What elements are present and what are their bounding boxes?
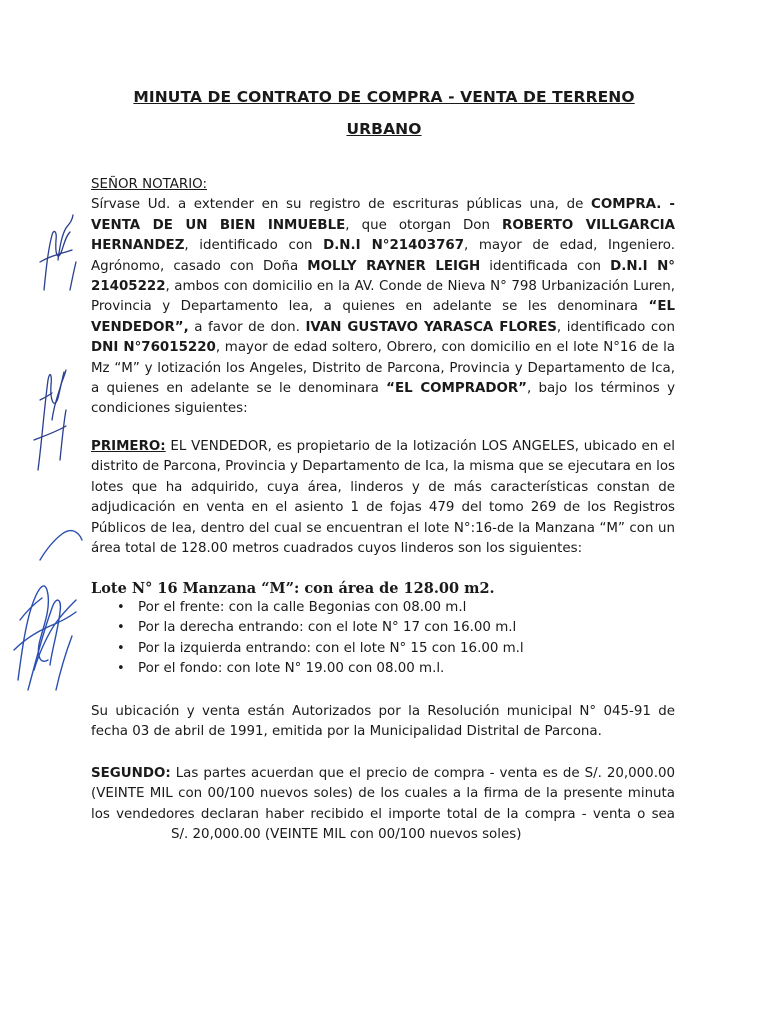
margin-signatures xyxy=(0,0,95,720)
list-item: • Por la izquierda entrando: con el lote N° 15 con 16.00 m.l xyxy=(113,639,524,659)
signature-1 xyxy=(40,215,76,290)
primero-label: PRIMERO: xyxy=(91,439,166,454)
bullet-icon: • xyxy=(117,620,125,636)
primero-paragraph: PRIMERO: EL VENDEDOR, es propietario de la lotización LOS ANGELES, ubicado en el distrito de Parcona, Provincia y Departamento de Ica, la misma que se ejecutara en los lotes que ha adquirido, cuya área, linderos y de más características constan de adjudicación en venta en el asiento 1 de fojas 479 del tomo 269 de los Registros Públicos de lea, dentro del cual se encuentran el lote N°:16-de la Manzana “M” con un área total de 128.00 metros cuadrados cuyos linderos son los siguientes: xyxy=(91,439,675,557)
bullet-icon: • xyxy=(117,661,125,677)
signature-3 xyxy=(14,531,82,690)
list-item: • Por el frente: con la calle Begonias con 08.00 m.l xyxy=(113,598,524,618)
signature-2 xyxy=(34,370,66,470)
bullet-icon: • xyxy=(117,600,125,615)
bullet-icon: • xyxy=(117,640,125,656)
intro-paragraph: SEÑOR NOTARIO: Sírvase Ud. a extender en su registro de escrituras públicas una, de COMPRA. - VENTA DE UN BIEN INMUEBLE, que otorgan Don ROBERTO VILLGARCIA HERNANDEZ, identificado con D.N.I N°21403767, mayor de edad, Ingeniero. Agrónomo, casado con Doña MOLLY RAYNER LEIGH identificada con D.N.I N° 21405222, ambos con domicilio en la AV. Conde de Nieva N° 798 Urbanización Luren, Provincia y Departamento lea, a quienes en adelante se les denominara “EL VENDEDOR”, a favor de don. IVAN GUSTAVO YARASCA FLORES, identificado con DNI N°76015220, mayor de edad soltero, Obrero, con domicilio en el lote N°16 de la Mz “M” y lotización los Angeles, Distrito de Parcona, Provincia y Departamento de Ica, a quienes en adelante se le denominara “EL COMPRADOR”, bajo los términos y condiciones siguientes: xyxy=(91,177,676,417)
list-item: • Por el fondo: con lote N° 19.00 con 08.00 m.l. xyxy=(113,659,524,679)
senor-notario-heading: SEÑOR NOTARIO: xyxy=(91,177,208,192)
document-title-line1: MINUTA DE CONTRATO DE COMPRA - VENTA DE TERRENO xyxy=(133,88,635,106)
list-item: • Por la derecha entrando: con el lote N° 17 con 16.00 m.l xyxy=(113,618,524,638)
lote-heading: Lote N° 16 Manzana “M”: con área de 128.00 m2. xyxy=(91,580,495,597)
linderos-list xyxy=(113,598,524,680)
segundo-label: SEGUNDO: xyxy=(91,766,171,781)
ubicacion-paragraph: Su ubicación y venta están Autorizados por la Resolución municipal N° 045-91 de fecha 03 de abril de 1991, emitida por la Municipalidad Distrital de Parcona. xyxy=(91,704,675,740)
segundo-paragraph: SEGUNDO: Las partes acuerdan que el precio de compra - venta es de S/. 20,000.00 (VEINTE MIL con 00/100 nuevos soles) de los cuales a la firma de la presente minuta los vendedores declaran haber recibido el importe total de la compra - venta o seaS/. 20,000.00 (VEINTE MIL con 00/100 nuevos soles) xyxy=(91,766,675,843)
document-title-line2: URBANO xyxy=(346,120,422,138)
